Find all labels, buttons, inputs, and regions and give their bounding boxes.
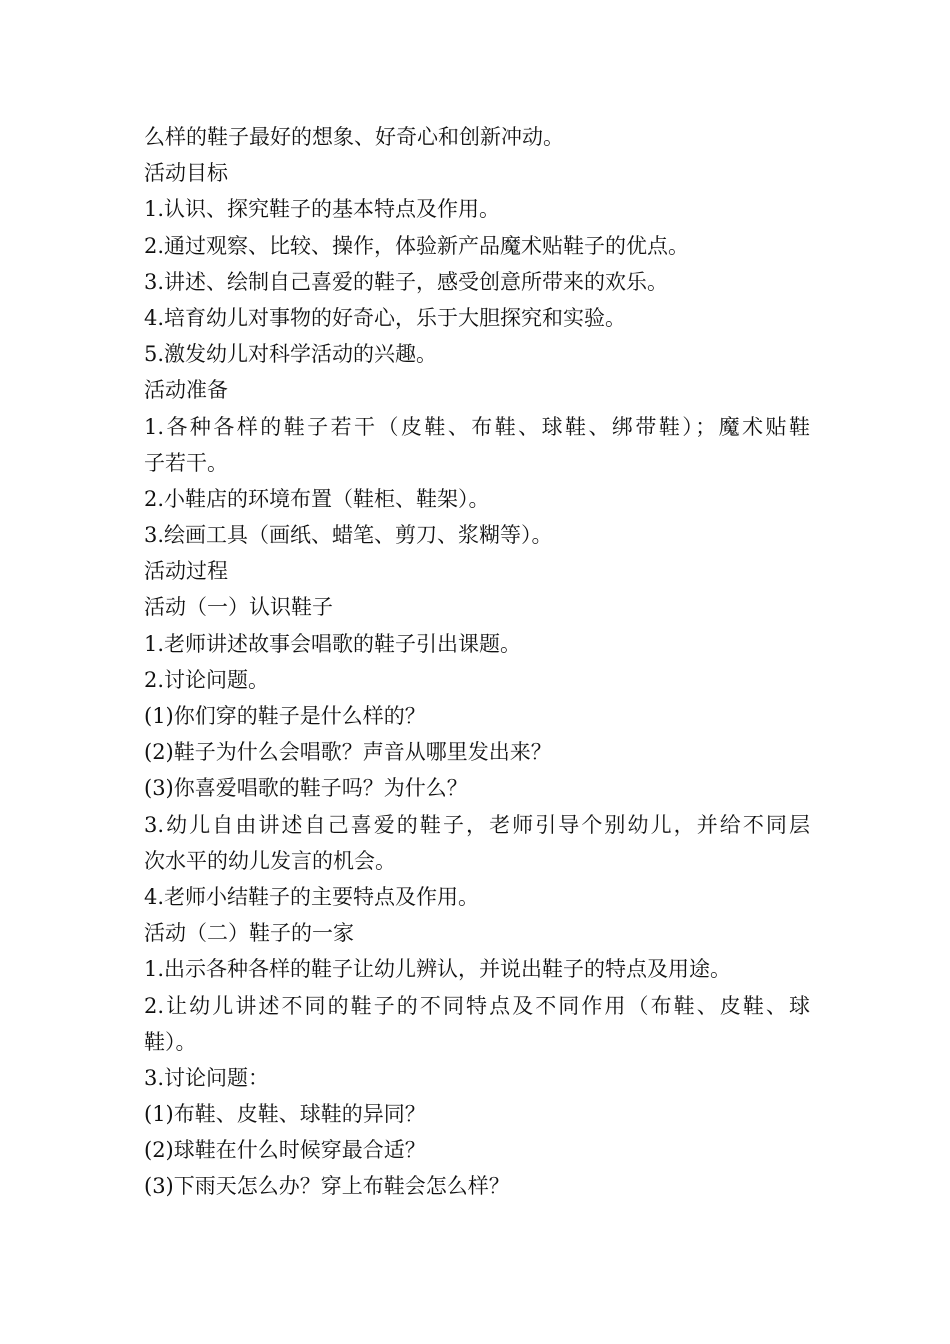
sub-list-item: (3)下雨天怎么办？穿上布鞋会怎么样？ bbox=[144, 1174, 510, 1199]
list-item-continuation: 子若干。 bbox=[144, 450, 228, 475]
list-item: 3.绘画工具（画纸、蜡笔、剪刀、浆糊等）。 bbox=[144, 523, 553, 548]
paragraph-line: 么样的鞋子最好的想象、好奇心和创新冲动。 bbox=[144, 125, 564, 149]
list-item: 2.让幼儿讲述不同的鞋子的不同特点及不同作用（布鞋、皮鞋、球 bbox=[144, 993, 810, 1018]
document-body bbox=[144, 119, 810, 1205]
list-item: 3.讲述、绘制自己喜爱的鞋子，感受创意所带来的欢乐。 bbox=[144, 269, 669, 294]
section-heading-activity-process: 活动过程 bbox=[144, 559, 228, 584]
subsection-heading-activity-one: 活动（一）认识鞋子 bbox=[144, 595, 333, 620]
sub-list-item: (1)你们穿的鞋子是什么样的？ bbox=[144, 704, 426, 728]
list-item: 3.讨论问题： bbox=[144, 1065, 270, 1090]
list-item: 1.各种各样的鞋子若干（皮鞋、布鞋、球鞋、绑带鞋）；魔术贴鞋 bbox=[144, 414, 810, 439]
subsection-heading-activity-two: 活动（二）鞋子的一家 bbox=[144, 921, 354, 946]
list-item: 3.幼儿自由讲述自己喜爱的鞋子，老师引导个别幼儿，并给不同层 bbox=[144, 812, 810, 837]
sub-list-item: (2)鞋子为什么会唱歌？声音从哪里发出来？ bbox=[144, 740, 552, 765]
list-item: 2.通过观察、比较、操作，体验新产品魔术贴鞋子的优点。 bbox=[144, 233, 690, 258]
sub-list-item: (2)球鞋在什么时候穿最合适？ bbox=[144, 1138, 426, 1163]
sub-list-item: (1)布鞋、皮鞋、球鞋的异同？ bbox=[144, 1102, 426, 1127]
list-item: 1.老师讲述故事会唱歌的鞋子引出课题。 bbox=[144, 631, 522, 656]
list-item-continuation: 次水平的幼儿发言的机会。 bbox=[144, 848, 396, 873]
list-item: 2.讨论问题。 bbox=[144, 667, 270, 692]
list-item-continuation: 鞋）。 bbox=[144, 1029, 197, 1054]
list-item: 1.出示各种各样的鞋子让幼儿辨认，并说出鞋子的特点及用途。 bbox=[144, 957, 732, 982]
list-item: 1.认识、探究鞋子的基本特点及作用。 bbox=[144, 197, 501, 222]
section-heading-activity-preparation: 活动准备 bbox=[144, 378, 228, 403]
list-item: 4.老师小结鞋子的主要特点及作用。 bbox=[144, 884, 480, 909]
list-item: 4.培育幼儿对事物的好奇心，乐于大胆探究和实验。 bbox=[144, 305, 627, 330]
sub-list-item: (3)你喜爱唱歌的鞋子吗？为什么？ bbox=[144, 776, 468, 801]
section-heading-activity-goals: 活动目标 bbox=[144, 161, 228, 186]
list-item: 2.小鞋店的环境布置（鞋柜、鞋架）。 bbox=[144, 486, 490, 511]
list-item: 5.激发幼儿对科学活动的兴趣。 bbox=[144, 342, 438, 367]
